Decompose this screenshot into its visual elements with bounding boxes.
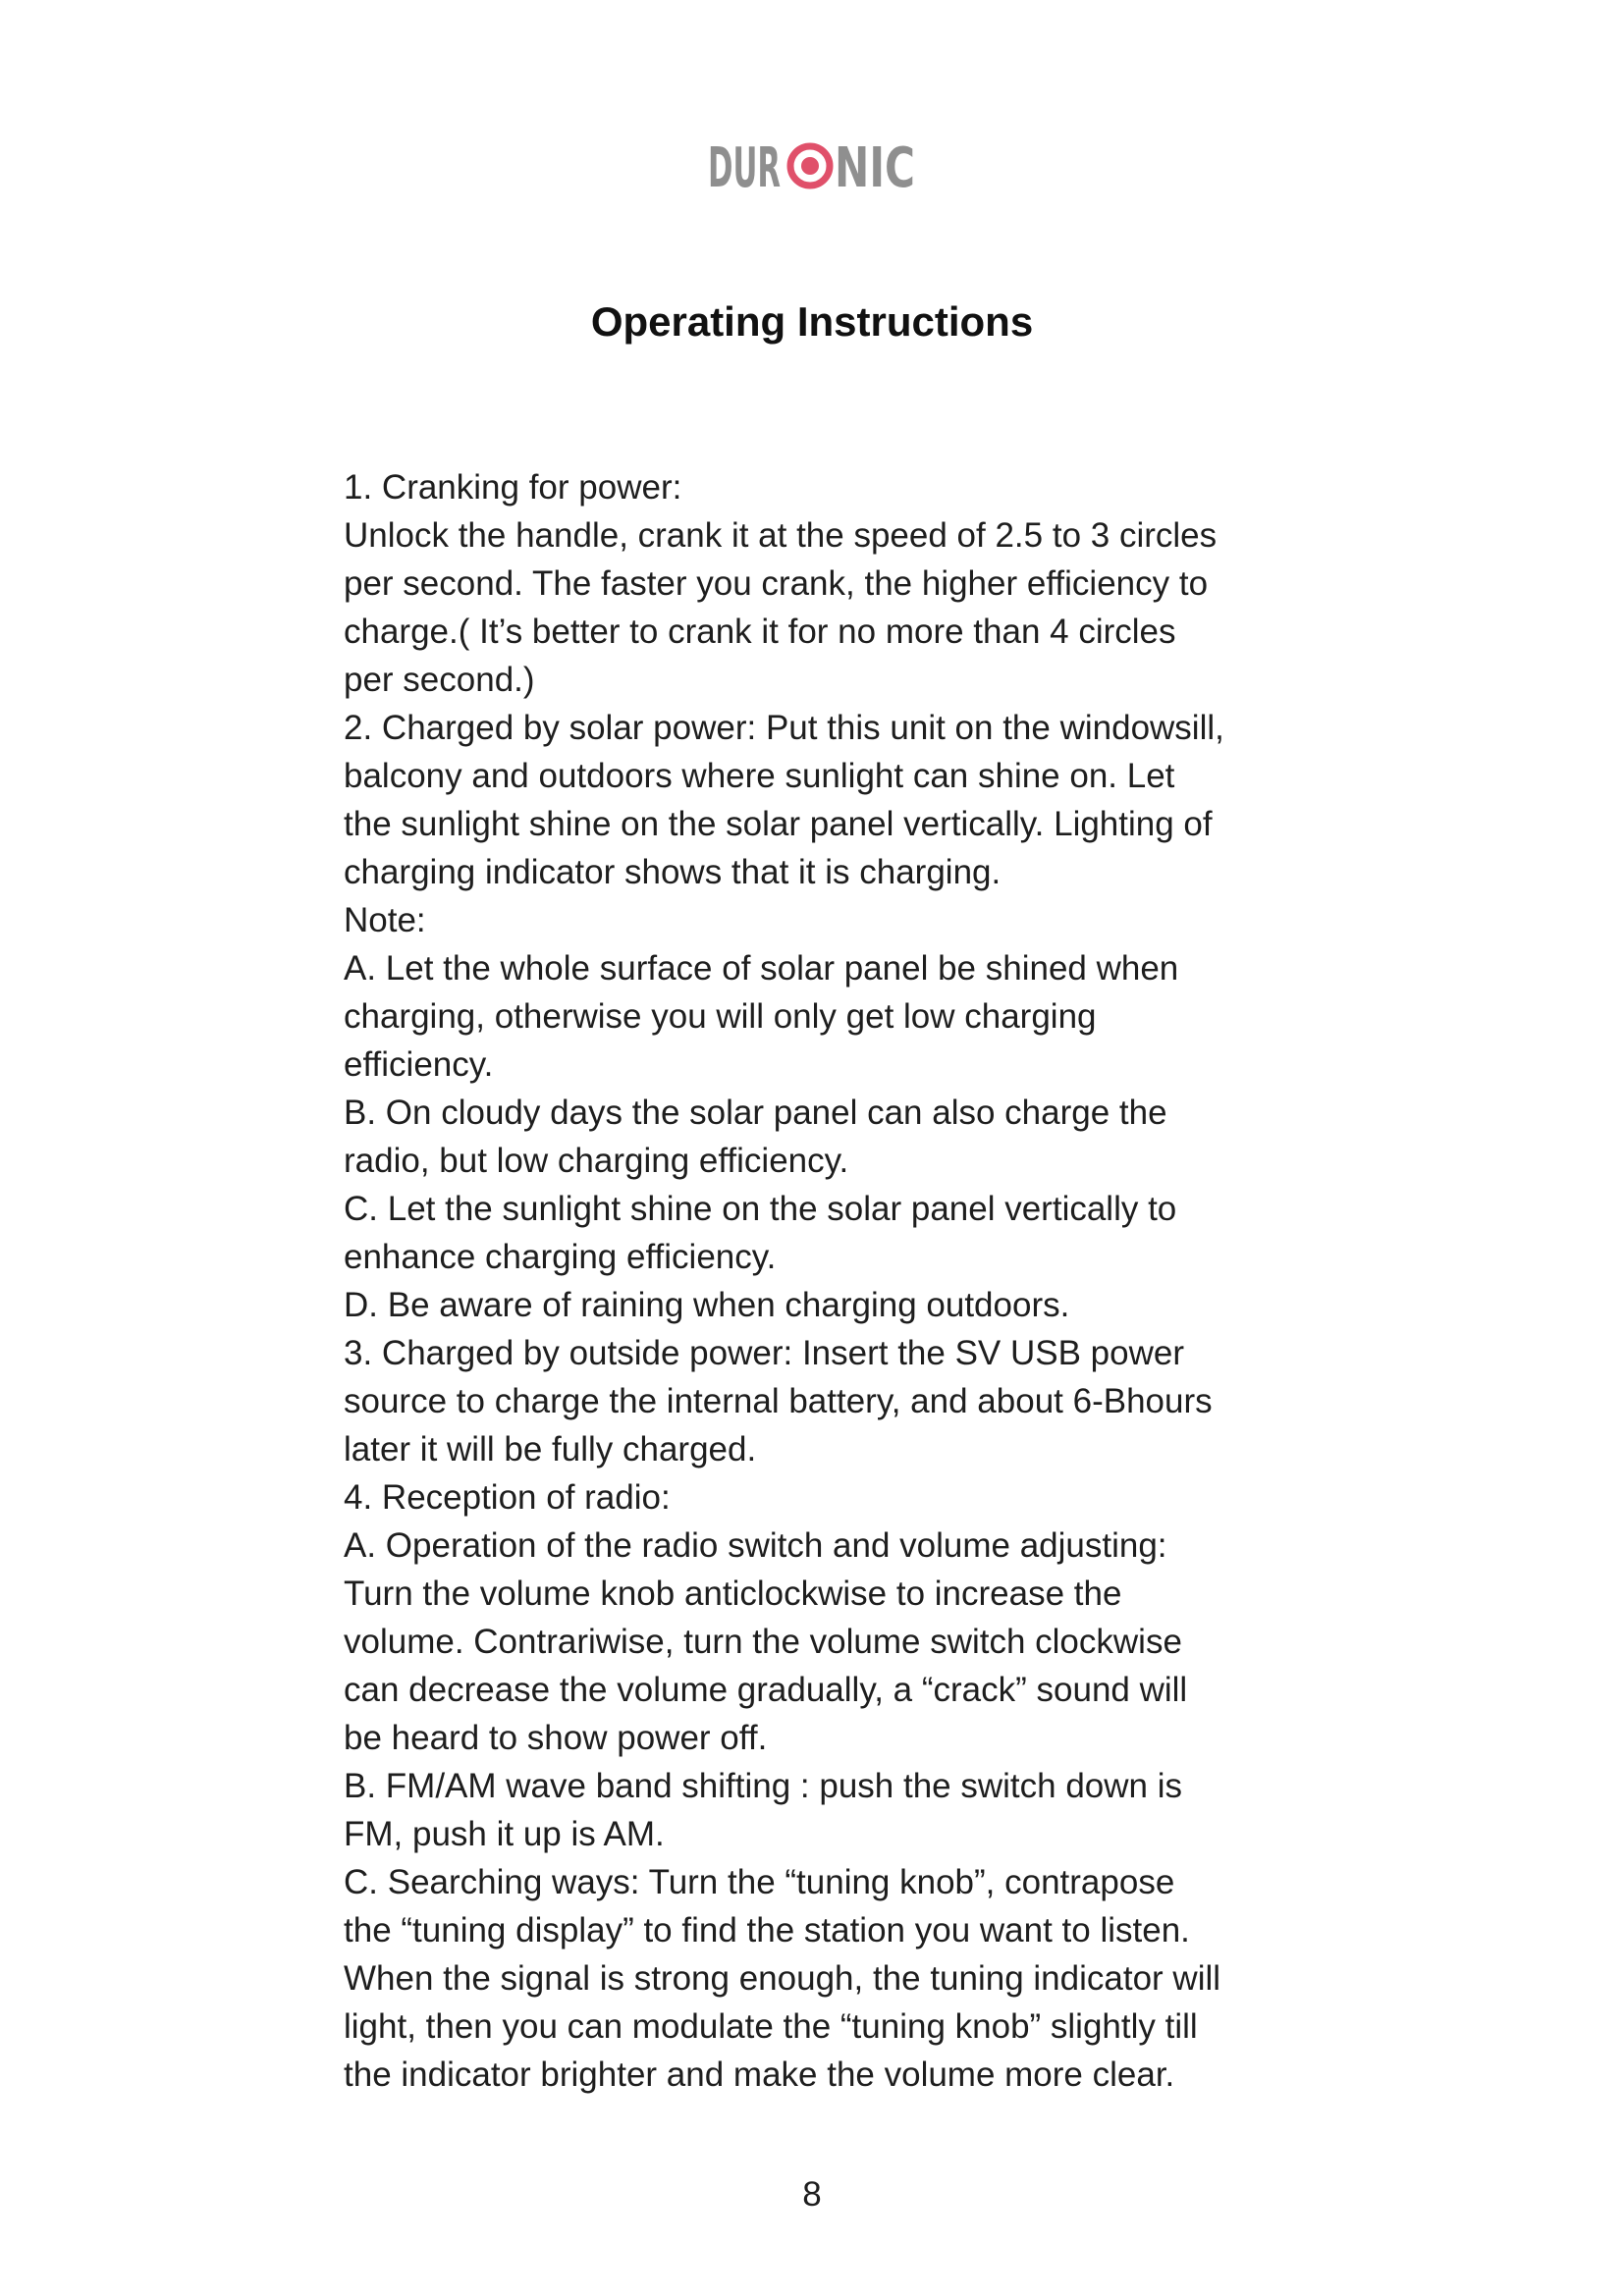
instruction-line: source to charge the internal battery, and about 6-Bhours bbox=[344, 1382, 1213, 1420]
instruction-line: A. Operation of the radio switch and volume adjusting: bbox=[344, 1526, 1167, 1565]
page-number: 8 bbox=[802, 2175, 822, 2214]
instruction-line: FM, push it up is AM. bbox=[344, 1815, 665, 1853]
instruction-line: light, then you can modulate the “tuning knob” slightly till bbox=[344, 2007, 1198, 2046]
instruction-line: charge.( It’s better to crank it for no more than 4 circles bbox=[344, 613, 1176, 651]
instruction-line: the indicator brighter and make the volume more clear. bbox=[344, 2056, 1175, 2094]
instruction-line: balcony and outdoors where sunlight can shine on. Let bbox=[344, 757, 1175, 795]
duronic-logo-graphic bbox=[706, 136, 918, 200]
instruction-line: volume. Contrariwise, turn the volume switch clockwise bbox=[344, 1623, 1182, 1661]
instruction-line: A. Let the whole surface of solar panel be shined when bbox=[344, 949, 1179, 988]
instruction-line: per second.) bbox=[344, 661, 535, 699]
instruction-line: Turn the volume knob anticlockwise to increase the bbox=[344, 1575, 1122, 1613]
instructions-body bbox=[344, 463, 1316, 2099]
instruction-line: radio, but low charging efficiency. bbox=[344, 1142, 849, 1180]
instruction-line: be heard to show power off. bbox=[344, 1719, 768, 1757]
power-target-icon bbox=[790, 146, 830, 186]
instruction-line: When the signal is strong enough, the tuning indicator will bbox=[344, 1959, 1221, 1998]
instruction-line: C. Searching ways: Turn the “tuning knob”, contrapose bbox=[344, 1863, 1175, 1901]
instruction-line: 3. Charged by outside power: Insert the SV USB power bbox=[344, 1334, 1185, 1372]
logo-text-right: NIC bbox=[835, 136, 915, 200]
instruction-line: later it will be fully charged. bbox=[344, 1430, 757, 1468]
brand-logo bbox=[0, 136, 1624, 200]
instruction-line: enhance charging efficiency. bbox=[344, 1238, 777, 1276]
instruction-line: charging indicator shows that it is charging. bbox=[344, 853, 1001, 891]
instruction-line: C. Let the sunlight shine on the solar panel vertically to bbox=[344, 1190, 1177, 1228]
page-title: Operating Instructions bbox=[590, 298, 1034, 345]
instruction-line: can decrease the volume gradually, a “crack” sound will bbox=[344, 1671, 1188, 1709]
instruction-line: charging, otherwise you will only get low charging bbox=[344, 997, 1097, 1036]
logo-text-left: DUR bbox=[708, 136, 781, 200]
instruction-line: the sunlight shine on the solar panel vertically. Lighting of bbox=[344, 805, 1213, 843]
instruction-line: 2. Charged by solar power: Put this unit on the windowsill, bbox=[344, 709, 1224, 747]
instruction-line: per second. The faster you crank, the higher efficiency to bbox=[344, 564, 1209, 603]
instruction-line: efficiency. bbox=[344, 1045, 494, 1084]
instruction-line: the “tuning display” to find the station you want to listen. bbox=[344, 1911, 1190, 1949]
instruction-line: Unlock the handle, crank it at the speed of 2.5 to 3 circles bbox=[344, 516, 1218, 555]
instruction-line: B. On cloudy days the solar panel can also charge the bbox=[344, 1094, 1167, 1132]
instruction-line: 4. Reception of radio: bbox=[344, 1478, 671, 1517]
instruction-line: B. FM/AM wave band shifting : push the switch down is bbox=[344, 1767, 1182, 1805]
instruction-line: 1. Cranking for power: bbox=[344, 468, 682, 507]
instruction-line: D. Be aware of raining when charging outdoors. bbox=[344, 1286, 1070, 1324]
instruction-line: Note: bbox=[344, 901, 426, 939]
